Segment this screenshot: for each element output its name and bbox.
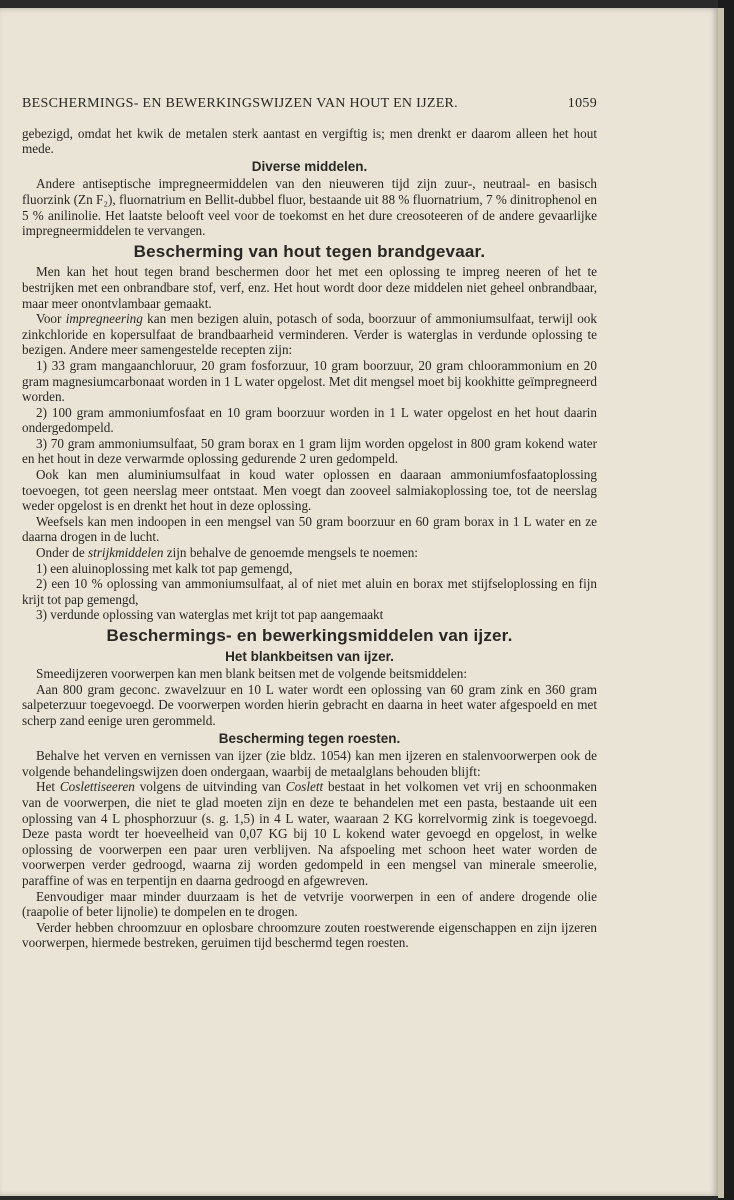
recipe-1: 1) 33 gram mangaanchloruur, 20 gram fosforzuur, 10 gram boorzuur, 20 gram chloorammonium en 20 gram magnesiumcarbonaat worden in 1 L water opgelost. Met dit mengsel moet bij kookhitte geïmpregneerd worden. — [22, 357, 597, 405]
blank-paragraph-1: Smeedijzeren voorwerpen kan men blank beitsen met de volgende beitsmiddelen: — [36, 666, 468, 682]
book-page — [0, 8, 718, 1196]
heading-blankbeitsen: Het blankbeitsen van ijzer. — [225, 648, 394, 664]
text-run: volgens de uitvinding van — [134, 779, 286, 795]
aluminium-paragraph: Ook kan men aluminiumsulfaat in koud water oplossen en daaraan ammoniumfosfaatoplossing toevoegen, tot geen neerslag meer ontstaat. Men voegt dan zooveel salmiakoplossing toe, tot de neerslag weder opgelost is en drenkt het hout in deze oplossing. — [22, 467, 597, 514]
brand-paragraph-1: Men kan het hout tegen brand beschermen door het met een oplossing te impreg neeren of het te bestrijken met een onbrandbare stof, verf, enz. Het hout wordt door deze middelen niet geheel onbrandbaar, maar meer onontvlambaar gemaakt. — [22, 264, 597, 311]
roest-paragraph-2 — [22, 779, 597, 888]
diverse-paragraph: Andere antiseptische impregneermiddelen van den nieuweren tijd zijn zuur-, neutraal- en basisch fluorzink (Zn F₂), fluornatrium en Bellit-dubbel fluor, bestaande uit 88 % fluornatrium, 7 % dinitrophenol en 5 % anilinolie. Het laatste belooft veel voor de toekomst en het dure creosoteeren of de andere gevaarlijke impregneermiddelen te vervangen. — [22, 176, 597, 239]
strijk-item-2: 2) een 10 % oplossing van ammoniumsulfaat, al of niet met aluin en borax met stijfseloplossing en fijn krijt tot pap gemengd, — [22, 576, 597, 607]
weefsels-paragraph: Weefsels kan men indoopen in een mengsel van 50 gram boorzuur en 60 gram borax in 1 L water en ze daarna drogen in de lucht. — [22, 513, 597, 545]
text-run: bestaat in het volkomen vet vrij en schoonmaken van de voorwerpen, die niet te glad moeten zijn en deze te behandelen met een pasta, bestaande uit een oplossing van 4 L phosphorzuur (s. g. 1,5) in 4 L water, waaraan 2 KG korrelvormig zink is toegevoegd. Deze pasta wordt ter hoeveelheid van 0,07 KG bij 10 L kokend water gevoegd en opgelost, in welke oplossing de voorwerpen een paar uren verblijven. Na afspoeling met schoon heet water worden de voorwerpen verder gedroogd, waarna zij worden gedompeld in een mengsel van minerale smeerolie, paraffine of was en terpentijn en daarna gedroogd en afgewreven. — [22, 779, 598, 888]
strijk-item-3: 3) verdunde oplossing van waterglas met krijt tot pap aangemaakt — [36, 607, 384, 623]
roest-paragraph-4: Verder hebben chroomzuur en oplosbare chroomzure zouten roestwerende eigenschappen en zijn ijzeren voorwerpen, hiermede bestreken, geruimen tijd beschermd tegen roesten. — [22, 919, 597, 951]
text-run: Voor — [36, 311, 66, 327]
italic-term: impregneering — [65, 311, 143, 327]
strijkmiddelen-paragraph — [22, 545, 597, 561]
text-run: zijn behalve de genoemde mengsels te noemen: — [163, 545, 418, 561]
heading-ijzer: Beschermings- en bewerkingsmiddelen van ijzer. — [106, 626, 513, 645]
page-edge — [718, 8, 724, 1198]
recipe-3: 3) 70 gram ammoniumsulfaat, 50 gram borax en 1 gram lijm worden opgelost in 800 gram kokend water en het hout in deze verwarmde oplossing gedurende 2 uren gedompeld. — [22, 435, 597, 467]
running-header — [22, 96, 597, 112]
brand-paragraph-2 — [22, 311, 597, 358]
italic-term: Coslettiseeren — [59, 779, 135, 795]
page-number: 1059 — [567, 96, 597, 111]
intro-paragraph: gebezigd, omdat het kwik de metalen sterk aantast en vergiftig is; men drenkt er daarom alleen het hout mede. — [22, 125, 597, 157]
text-run: Het — [36, 779, 60, 795]
text-run: kan men bezigen aluin, potasch of soda, boorzuur of ammoniumsulfaat, terwijl ook zinkchloride en kopersulfaat de brandbaarheid verminderen. Verder is waterglas in verdunde oplossing te bezigen. Andere meer samengestelde recepten zijn: — [22, 311, 597, 358]
running-title: BESCHERMINGS- EN BEWERKINGSWIJZEN VAN HOUT EN IJZER. — [22, 96, 458, 111]
roest-paragraph-3: Eenvoudiger maar minder duurzaam is het de vetvrije voorwerpen in een of andere drogende olie (raapolie of beter lijnolie) te dompelen en te drogen. — [22, 888, 597, 920]
italic-term: Coslett — [285, 779, 324, 795]
heading-brandgevaar: Bescherming van hout tegen brandgevaar. — [133, 241, 486, 261]
roest-paragraph-1: Behalve het verven en vernissen van ijzer (zie bldz. 1054) kan men ijzeren en stalenvoorwerpen ook de volgende behandelingswijzen doen ondergaan, waarbij de metaalglans behouden blijft: — [22, 748, 597, 779]
strijk-item-1: 1) een aluinoplossing met kalk tot pap gemengd, — [36, 560, 293, 576]
page-content — [22, 96, 597, 951]
heading-roesten: Bescherming tegen roesten. — [218, 730, 401, 746]
text-run: Onder de — [36, 545, 88, 561]
recipe-2: 2) 100 gram ammoniumfosfaat en 10 gram boorzuur worden in 1 L water opgelost en het hout daarin ondergedompeld. — [22, 404, 597, 436]
blank-paragraph-2: Aan 800 gram geconc. zwavelzuur en 10 L water wordt een oplossing van 60 gram zink en 360 gram salpeterzuur toegevoegd. De voorwerpen worden hierin gebracht en daarna in heet water afgespoeld en met scherp zand eenige uren gerommeld. — [22, 681, 597, 728]
italic-term: strijkmiddelen — [88, 545, 164, 561]
heading-diverse-middelen: Diverse middelen. — [251, 158, 368, 174]
